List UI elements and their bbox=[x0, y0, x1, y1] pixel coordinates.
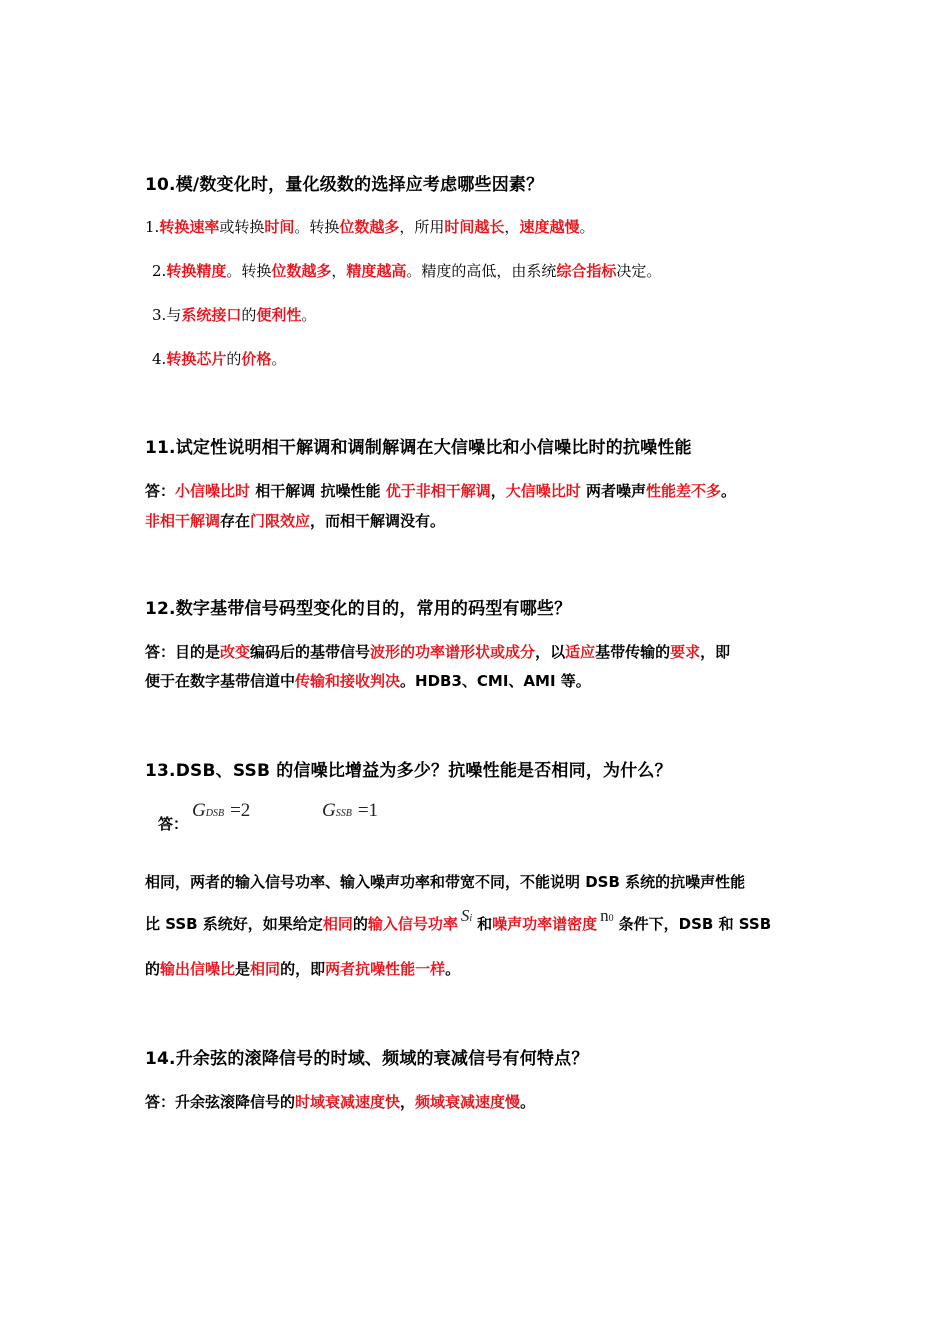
body-text: 。 bbox=[721, 482, 737, 500]
body-text: 存在 bbox=[220, 512, 251, 530]
body-text: ，即 bbox=[700, 643, 731, 661]
question-10-title: 10.模/数变化时，量化级数的选择应考虑哪些因素？ bbox=[145, 175, 544, 195]
highlight-text: 性能差不多 bbox=[645, 482, 721, 500]
question-14-title: 14.升余弦的滚降信号的时域、频域的衰减信号有何特点？ bbox=[145, 1049, 589, 1069]
body-text: 两者噪声 bbox=[580, 482, 646, 500]
q13-answer-line-1: 相同，两者的输入信号功率、输入噪声功率和带宽不同，不能说明 DSB 系统的抗噪声性能 bbox=[145, 873, 746, 891]
body-text: 基带传输的 bbox=[595, 643, 671, 661]
highlight-text: 转换精度 bbox=[166, 262, 227, 280]
highlight-text: 要求 bbox=[670, 643, 701, 661]
highlight-text: 非相干解调 bbox=[145, 512, 221, 530]
highlight-text: 两者抗噪性能一样 bbox=[325, 960, 446, 978]
highlight-text: 优于非相干解调 bbox=[385, 482, 491, 500]
formula-symbol: n bbox=[600, 906, 609, 925]
body-text: 决定。 bbox=[616, 262, 662, 280]
q13-answer-line-3 bbox=[145, 958, 460, 979]
formula-s-i bbox=[461, 906, 472, 925]
body-text: ， bbox=[331, 262, 347, 280]
answer-label: 答： bbox=[145, 482, 176, 500]
highlight-text: 适应 bbox=[565, 643, 596, 661]
body-text: ， bbox=[490, 482, 506, 500]
highlight-text: 门限效应 bbox=[250, 512, 311, 530]
body-text: 。 bbox=[445, 960, 461, 978]
body-text: 。转换 bbox=[226, 262, 272, 280]
q10-item-4 bbox=[152, 348, 286, 369]
body-text: 和 bbox=[477, 915, 493, 933]
q12-answer-line-1 bbox=[145, 641, 730, 662]
body-text: ，所用 bbox=[399, 218, 445, 236]
formula-n-0 bbox=[600, 906, 614, 925]
list-number: 3. bbox=[152, 306, 167, 324]
highlight-text: 小信噪比时 bbox=[175, 482, 251, 500]
formula-subscript: DSB bbox=[205, 808, 225, 819]
body-text: 比 SSB 系统好，如果给定 bbox=[145, 915, 323, 933]
formula-symbol: G bbox=[192, 800, 206, 821]
body-text: 的 bbox=[241, 306, 257, 324]
list-number: 4. bbox=[152, 350, 167, 368]
body-text: 是 bbox=[235, 960, 251, 978]
body-text: ，而相干解调没有。 bbox=[310, 512, 446, 530]
highlight-text: 便利性 bbox=[256, 306, 302, 324]
formula-symbol: G bbox=[322, 800, 336, 821]
formula-subscript: 0 bbox=[608, 913, 614, 924]
highlight-text: 精度越高 bbox=[346, 262, 407, 280]
highlight-text: 改变 bbox=[220, 643, 251, 661]
highlight-text: 转换芯片 bbox=[166, 350, 227, 368]
formula-symbol: S bbox=[460, 906, 470, 925]
highlight-text: 位数越多 bbox=[271, 262, 332, 280]
body-text: 与 bbox=[166, 306, 182, 324]
formula-g-ssb bbox=[322, 800, 378, 822]
question-11-title: 11.试定性说明相干解调和调制解调在大信噪比和小信噪比时的抗噪性能 bbox=[145, 438, 692, 458]
list-number: 2. bbox=[152, 262, 167, 280]
body-text: 的，即 bbox=[280, 960, 326, 978]
highlight-text: 系统接口 bbox=[181, 306, 242, 324]
formula-subscript: i bbox=[469, 913, 473, 924]
highlight-text: 时域衰减速度快 bbox=[295, 1093, 401, 1111]
body-text: 相干解调 抗噪性能 bbox=[250, 482, 386, 500]
formula-subscript: SSB bbox=[335, 808, 352, 819]
body-text: 编码后的基带信号 bbox=[250, 643, 371, 661]
formula-g-dsb bbox=[192, 800, 250, 822]
q11-answer-line-1 bbox=[145, 480, 736, 501]
body-text: 便于在数字基带信道中 bbox=[145, 672, 296, 690]
question-13-title: 13.DSB、SSB 的信噪比增益为多少？抗噪性能是否相同，为什么？ bbox=[145, 761, 672, 781]
body-text: 条件下，DSB 和 SSB bbox=[618, 915, 772, 933]
highlight-text: 传输和接收判决 bbox=[295, 672, 401, 690]
highlight-text: 相同 bbox=[250, 960, 281, 978]
highlight-text: 速度越慢 bbox=[519, 218, 580, 236]
highlight-text: 转换速率 bbox=[159, 218, 220, 236]
body-text: 答：目的是 bbox=[145, 643, 221, 661]
highlight-text: 频域衰减速度慢 bbox=[415, 1093, 521, 1111]
highlight-text: 时间越长 bbox=[444, 218, 505, 236]
formula-value: =2 bbox=[230, 800, 251, 821]
q13-answer-line-2 bbox=[145, 906, 772, 934]
q10-item-1 bbox=[145, 216, 594, 237]
body-text: ，以 bbox=[535, 643, 566, 661]
body-text: 。 bbox=[520, 1093, 536, 1111]
highlight-text: 相同 bbox=[322, 915, 353, 933]
q11-answer-line-2 bbox=[145, 510, 445, 531]
q12-answer-line-2 bbox=[145, 670, 591, 691]
body-text: 的 bbox=[145, 960, 161, 978]
body-text: 或转换 bbox=[219, 218, 265, 236]
body-text: 。转换 bbox=[294, 218, 340, 236]
body-text: 的 bbox=[226, 350, 242, 368]
highlight-text: 大信噪比时 bbox=[505, 482, 581, 500]
highlight-text: 波形的功率谱形状或成分 bbox=[370, 643, 536, 661]
highlight-text: 输入信号功率 bbox=[367, 915, 458, 933]
body-text: 。 bbox=[271, 350, 287, 368]
body-text: 答：升余弦滚降信号的 bbox=[145, 1093, 296, 1111]
q14-answer-line-1 bbox=[145, 1091, 535, 1112]
highlight-text: 位数越多 bbox=[339, 218, 400, 236]
body-text: ， bbox=[400, 1093, 416, 1111]
body-text: 。HDB3、CMI、AMI 等。 bbox=[400, 672, 591, 690]
highlight-text: 噪声功率谱密度 bbox=[492, 915, 598, 933]
list-number: 1. bbox=[145, 218, 160, 236]
highlight-text: 综合指标 bbox=[556, 262, 617, 280]
q10-item-3 bbox=[152, 304, 316, 325]
body-text: 的 bbox=[352, 915, 368, 933]
highlight-text: 价格 bbox=[241, 350, 272, 368]
question-12-title: 12.数字基带信号码型变化的目的，常用的码型有哪些？ bbox=[145, 599, 572, 619]
highlight-text: 输出信噪比 bbox=[160, 960, 236, 978]
body-text: 。 bbox=[579, 218, 595, 236]
body-text: 。 bbox=[301, 306, 317, 324]
highlight-text: 时间 bbox=[264, 218, 295, 236]
q13-answer-label: 答： bbox=[158, 815, 189, 833]
body-text: 。精度的高低，由系统 bbox=[406, 262, 557, 280]
body-text: ， bbox=[504, 218, 520, 236]
formula-value: =1 bbox=[357, 800, 379, 821]
q10-item-2 bbox=[152, 260, 661, 281]
